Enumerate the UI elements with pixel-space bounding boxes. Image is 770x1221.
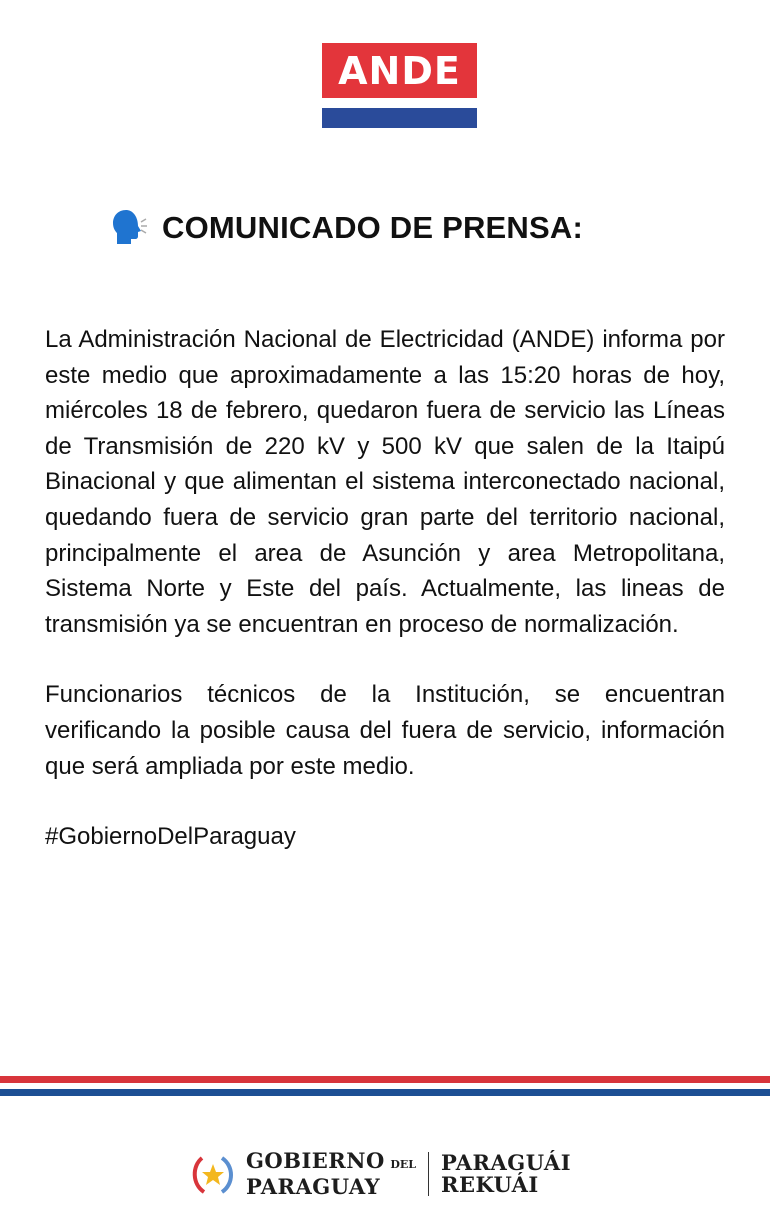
footer-paraguai: PARAGUÁI [441, 1150, 572, 1175]
speaking-head-icon [108, 208, 148, 248]
hashtag: #GobiernoDelParaguay [45, 823, 296, 851]
flag-stripes-divider [0, 1076, 770, 1096]
footer-paraguay: PARAGUAY [246, 1174, 381, 1199]
red-stripe [0, 1076, 770, 1083]
paragraph-1: La Administración Nacional de Electricidad (ANDE) informa por este medio que aproximadamente a las 15:20 horas de hoy, miércoles 18 de febrero, quedaron fuera de servicio las Líneas de Transmisión de 220 kV y 500 kV que salen de la Itaipú Binacional y que alimentan el sistema interconectado nacional, quedando fuera de servicio gran parte del territorio nacional, principalmente el area de Asunción y area Metropolitana, Sistema Norte y Este del país. Actualmente, las lineas de transmisión ya se encuentran en proceso de normalización. [45, 326, 725, 638]
blue-stripe [0, 1089, 770, 1096]
press-release-body [45, 322, 725, 890]
gobierno-del-paraguay-text [246, 1150, 416, 1198]
page-title: COMUNICADO DE PRENSA: [162, 210, 583, 245]
footer-del: DEL [390, 1158, 416, 1171]
ande-logo [322, 43, 477, 128]
press-release-heading [108, 208, 583, 248]
logo-blue-band [322, 108, 477, 128]
ande-logo-text: ANDE [322, 43, 477, 98]
paraguay-emblem-icon [188, 1150, 238, 1198]
footer-rekuai: REKUÁI [441, 1172, 539, 1197]
paraguai-rekuai-text [441, 1152, 571, 1196]
footer-gobierno: GOBIERNO [246, 1148, 385, 1173]
government-footer-logo [188, 1150, 571, 1198]
footer-divider [428, 1152, 429, 1196]
paragraph-2: Funcionarios técnicos de la Institución, se encuentran verificando la posible causa del fuera de servicio, información que será ampliada por este medio. [45, 681, 725, 780]
logo-white-band [322, 98, 477, 108]
